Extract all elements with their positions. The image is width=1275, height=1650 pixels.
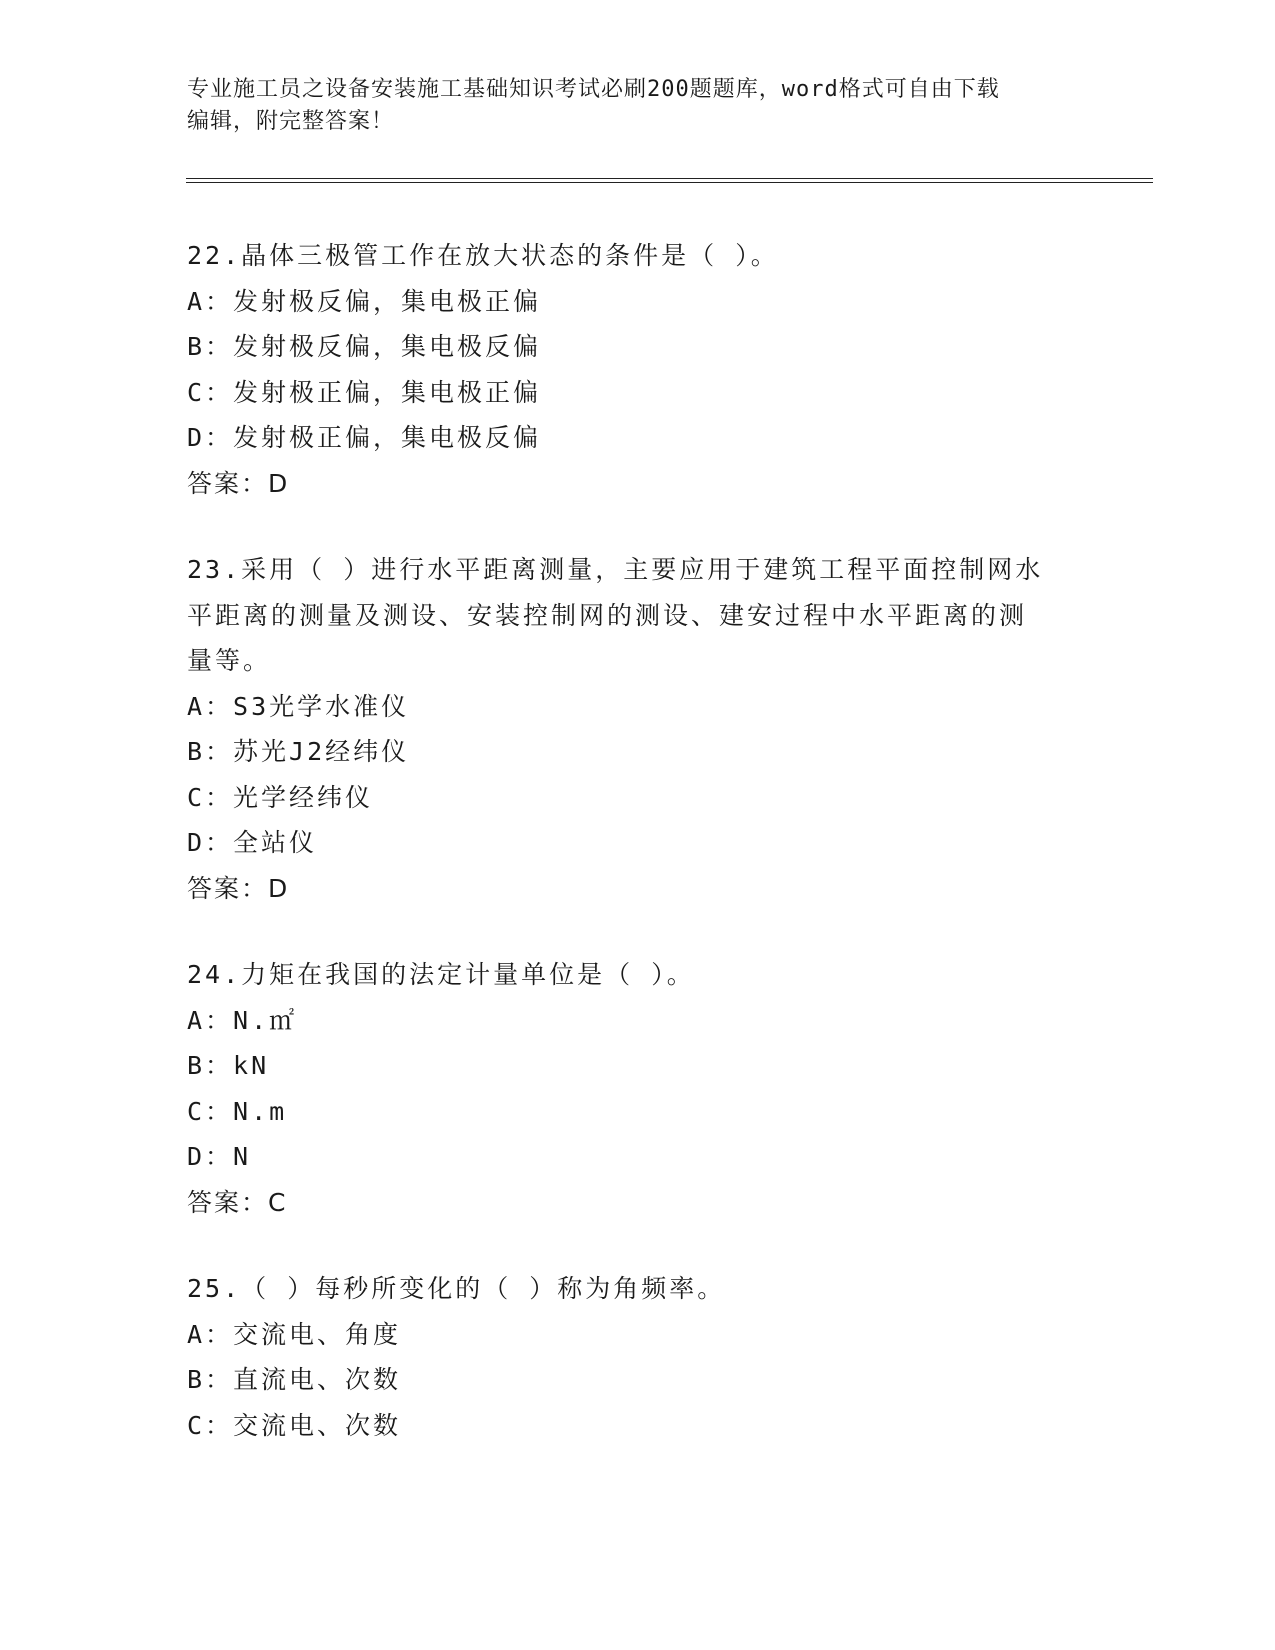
option-b: B：直流电、次数 — [187, 1365, 402, 1394]
question-23 — [187, 547, 1087, 911]
option-c: C：光学经纬仪 — [187, 782, 374, 812]
option-d: D：发射极正偏，集电极反偏 — [187, 423, 542, 452]
option-b: B：发射极反偏，集电极反偏 — [187, 332, 542, 361]
document-header — [187, 74, 1067, 138]
question-stem: 25.（ ）每秒所变化的（ ）称为角频率。 — [187, 1274, 726, 1303]
question-24 — [187, 952, 1087, 1225]
question-stem: 22.晶体三极管工作在放大状态的条件是（ ）。 — [187, 241, 779, 270]
question-stem: 24.力矩在我国的法定计量单位是（ ）。 — [187, 960, 695, 989]
option-a: A：交流电、角度 — [187, 1319, 402, 1349]
option-a: A：N.㎡ — [187, 1005, 298, 1035]
option-b: B：苏光J2经纬仪 — [187, 737, 410, 766]
option-c: C：发射极正偏，集电极正偏 — [187, 377, 542, 407]
question-stem-line-2: 平距离的测量及测设、安装控制网的测设、建安过程中水平距离的测 — [187, 600, 1028, 630]
answer-line: 答案：D — [187, 873, 290, 903]
option-c: C：N.m — [187, 1096, 288, 1126]
option-a: A：发射极反偏，集电极正偏 — [187, 286, 542, 316]
option-c: C：交流电、次数 — [187, 1410, 402, 1440]
option-a: A：S3光学水准仪 — [187, 691, 410, 721]
answer-line: 答案：D — [187, 468, 290, 498]
option-b: B：kN — [187, 1051, 270, 1080]
header-double-rule — [186, 178, 1153, 183]
question-22 — [187, 233, 1087, 506]
option-d: D：全站仪 — [187, 828, 318, 857]
header-title-line-1: 专业施工员之设备安装施工基础知识考试必刷200题题库，word格式可自由下载 — [187, 77, 1000, 102]
option-d: D：N — [187, 1142, 252, 1171]
question-stem-line-3: 量等。 — [187, 646, 272, 675]
question-25 — [187, 1266, 1087, 1448]
question-stem-line-1: 23.采用（ ）进行水平距离测量，主要应用于建筑工程平面控制网水 — [187, 555, 1044, 584]
header-title-line-2: 编辑，附完整答案！ — [187, 109, 395, 134]
answer-line: 答案：C — [187, 1187, 288, 1217]
question-list — [187, 233, 1087, 1489]
